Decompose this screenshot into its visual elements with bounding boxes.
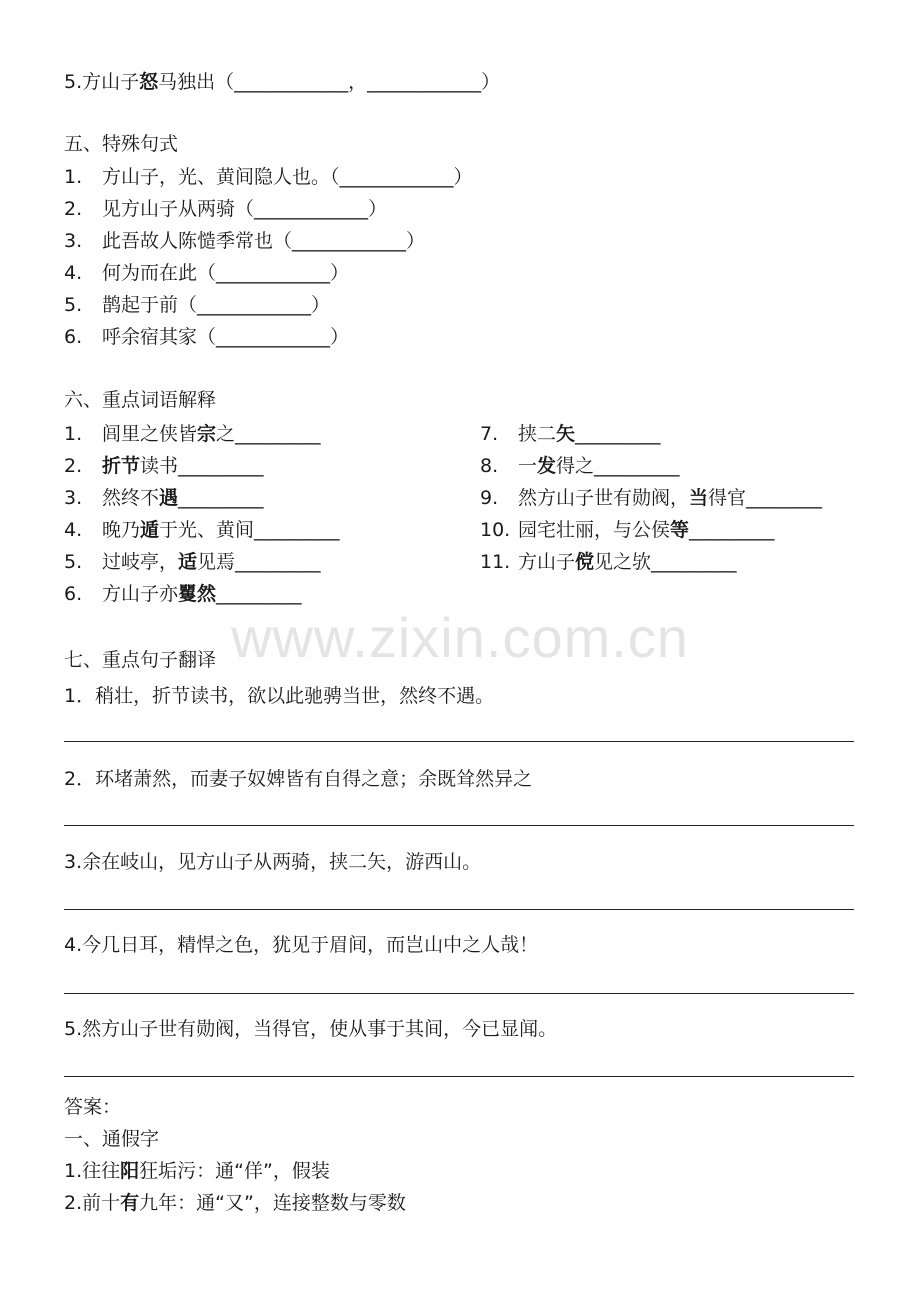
sentence-item	[64, 324, 349, 350]
watermark: www.zixin.com.cn	[231, 606, 689, 669]
section-6-title: 六、重点词语解释	[64, 389, 217, 411]
word-pre: 闾里之侠皆	[102, 423, 198, 445]
item-5-label: 5.方山子	[64, 71, 140, 93]
word-post: _________	[216, 583, 302, 605]
word-post: _________	[689, 519, 775, 541]
item-text: 何为而在此（____________）	[102, 262, 350, 284]
word-item	[480, 453, 680, 479]
word-pre: 挟二	[518, 423, 557, 445]
word-item	[480, 517, 775, 543]
word-pre: 然方山子世有勋阀，	[518, 487, 690, 509]
word-post: 之_________	[216, 423, 321, 445]
answer-line	[64, 741, 854, 742]
sentence-item	[64, 196, 387, 222]
sentence-item	[64, 292, 330, 318]
word-post: _________	[178, 487, 264, 509]
item-number: 1.	[64, 423, 83, 445]
word-key: 傥	[575, 551, 595, 573]
word-pre: 方山子亦	[102, 583, 179, 605]
answer-post: 狂垢污：通“佯”，假装	[139, 1160, 330, 1182]
word-item	[64, 485, 264, 511]
item-number: 6.	[64, 326, 83, 348]
sentence-item	[64, 260, 349, 286]
word-item	[64, 581, 302, 607]
answer-item	[64, 1190, 406, 1216]
item-number: 11.	[480, 551, 511, 573]
word-item	[480, 421, 661, 447]
item-text: 见方山子从两骑（____________）	[102, 198, 388, 220]
section-7-title: 七、重点句子翻译	[64, 649, 217, 671]
translation-prompt: 3.余在岐山，见方山子从两骑，挟二矢，游西山。	[64, 851, 482, 873]
word-key: 折节	[102, 455, 141, 477]
word-post: _________	[575, 423, 661, 445]
word-pre: 方山子	[518, 551, 576, 573]
item-number: 1.	[64, 166, 83, 188]
word-item	[64, 549, 321, 575]
section-5-title: 五、特殊句式	[64, 133, 179, 155]
item-number: 10.	[480, 519, 511, 541]
answers-label: 答案：	[64, 1096, 122, 1118]
word-item	[64, 421, 321, 447]
word-post: 见焉_________	[197, 551, 321, 573]
translation-prompt: 5.然方山子世有勋阀，当得官，使从事于其间，今已显闻。	[64, 1018, 558, 1040]
item-5-rest: 马独出（____________，____________）	[158, 71, 501, 93]
answer-key: 有	[120, 1192, 140, 1214]
item-number: 2.	[64, 198, 83, 220]
word-key: 遇	[159, 487, 179, 509]
word-post: 得官________	[708, 487, 823, 509]
answer-line	[64, 1076, 854, 1077]
word-item	[64, 517, 340, 543]
item-number: 3.	[64, 230, 83, 252]
item-text: 此吾故人陈慥季常也（____________）	[102, 230, 426, 252]
item-number: 8.	[480, 455, 499, 477]
sentence-item	[64, 228, 425, 254]
word-post: 读书_________	[140, 455, 264, 477]
translation-prompt: 1．稍壮，折节读书，欲以此驰骋当世，然终不遇。	[64, 685, 495, 707]
word-item	[64, 453, 264, 479]
item-text: 方山子，光、黄间隐人也。（____________）	[102, 166, 473, 188]
word-pre: 园宅壮丽，与公侯	[518, 519, 671, 541]
word-pre: 晚乃	[102, 519, 141, 541]
word-key: 矍然	[178, 583, 217, 605]
word-key: 遁	[140, 519, 160, 541]
word-key: 等	[670, 519, 690, 541]
word-pre: 一	[518, 455, 538, 477]
word-key: 当	[689, 487, 709, 509]
item-text: 呼余宿其家（____________）	[102, 326, 350, 348]
item-number: 2.	[64, 455, 83, 477]
word-post: 见之欤_________	[594, 551, 737, 573]
answer-line	[64, 993, 854, 994]
answer-key: 阳	[120, 1160, 140, 1182]
answer-line	[64, 825, 854, 826]
item-number: 4.	[64, 519, 83, 541]
item-number: 5.	[64, 294, 83, 316]
item-5-bold: 怒	[139, 71, 159, 93]
item-number: 4.	[64, 262, 83, 284]
item-number: 9.	[480, 487, 499, 509]
word-pre: 然终不	[102, 487, 160, 509]
answer-item	[64, 1158, 330, 1184]
word-post: 得之_________	[556, 455, 680, 477]
word-item	[480, 549, 737, 575]
item-text: 鹊起于前（____________）	[102, 294, 331, 316]
item-number: 3.	[64, 487, 83, 509]
item-number: 6.	[64, 583, 83, 605]
word-key: 适	[178, 551, 198, 573]
answer-post: 九年：通“又”，连接整数与零数	[139, 1192, 406, 1214]
item-number: 7.	[480, 423, 499, 445]
translation-prompt: 4.今几日耳，精悍之色，犹见于眉间，而岂山中之人哉！	[64, 934, 539, 956]
answers-section-1: 一、通假字	[64, 1128, 160, 1150]
item-5	[64, 69, 500, 95]
translation-prompt: 2．环堵萧然，而妻子奴婢皆有自得之意；余既耸然异之	[64, 768, 533, 790]
word-key: 矢	[556, 423, 576, 445]
word-key: 发	[537, 455, 557, 477]
word-pre: 过岐亭，	[102, 551, 179, 573]
word-key: 宗	[197, 423, 217, 445]
word-item	[480, 485, 822, 511]
answer-pre: 1.往往	[64, 1160, 121, 1182]
answer-pre: 2.前十	[64, 1192, 121, 1214]
word-post: 于光、黄间_________	[159, 519, 340, 541]
sentence-item	[64, 164, 473, 190]
answer-line	[64, 909, 854, 910]
item-number: 5.	[64, 551, 83, 573]
